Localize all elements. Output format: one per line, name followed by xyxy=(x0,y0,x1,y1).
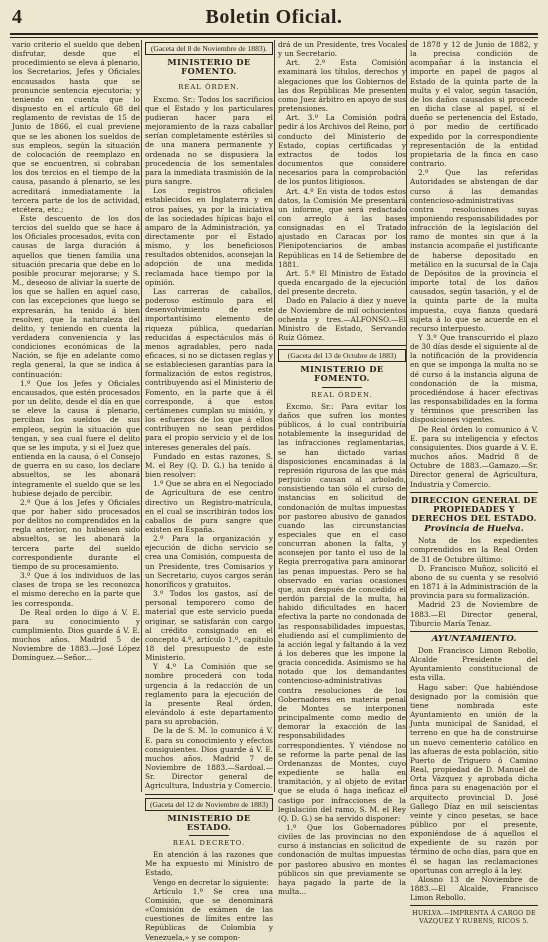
article-paragraph: 2.º Que á los Jefes y Oficiales que por haber sido procesados por delitos no comprendidos en la regla anterior, no hubiesen sido absueltos, se les abonará la tercera parte del sueldo correspondiente durante el tiempo de su procesamiento. xyxy=(12,497,140,571)
article-paragraph: 1.º Que se abra en el Negociado de Agricultura de ese centro directivo un Registro-matrícula, en el cual se inscribirán todos los caballos de pura sangre que existen en España. xyxy=(145,479,273,534)
section-rule xyxy=(410,631,538,632)
short-rule xyxy=(189,79,229,80)
article-paragraph: Vengo en decretar lo siguiente: xyxy=(153,877,269,887)
gazette-reference: (Gaceta del 13 de Octubre de 1883) xyxy=(278,349,406,362)
article-paragraph: Alosno 13 de Noviembre de 1883.—El Alcalde, Francisco Limon Rebollo. xyxy=(410,874,538,903)
printer-imprint: HUELVA.—IMPRENTA Á CARGO DE VÁZQUEZ Y RUBENS, RICOS 5. xyxy=(412,909,536,926)
column-1 xyxy=(12,40,140,798)
page-number: 4 xyxy=(12,6,22,28)
article-paragraph: Nota de los expedientes comprendidos en la Real Orden de 31 de Octubre último: xyxy=(410,536,538,564)
article-paragraph: Art. 4.º En vista de todos estos datos, la Comisión Me presentará un informe, que será redactado con arreglo á las bases consignadas en el Tratado ajustado en Caracas por los Plenipotenciarios de ambas Repúblicas en 14 de Setiembre de 1881. xyxy=(278,186,406,269)
header-rule-thin xyxy=(10,37,538,38)
header-rule xyxy=(10,33,538,35)
section-rule xyxy=(278,345,406,346)
section-rule xyxy=(410,492,538,493)
article-paragraph: Excmo. Sr.: Todos los sacrificios que el Estado y los particulares pudieran hacer para el mejoramiento de la raza caballar serían completamente estériles si de una manera permanente y ordenada no se dispusiera la procedencia de los sementales para la inmediata trasmisión de la pura sangre. xyxy=(145,94,273,187)
gazette-reference: (Gaceta del 12 de Noviembre de 1883) xyxy=(145,798,273,811)
section-heading: DIRECCION GENERAL DE PROPIEDADES Y DERECHOS DEL ESTADO. xyxy=(410,494,538,523)
column-4 xyxy=(410,40,539,926)
column-divider xyxy=(141,40,142,792)
article-paragraph: D. Francisco Muñoz, solicitó el abono de su cuenta y se resolvió en 1871 á la Administración de la provincia para su formalización. xyxy=(410,563,538,601)
column-divider xyxy=(406,40,407,792)
section-rule xyxy=(410,905,538,906)
article-paragraph: De Real órden lo comunico á V. E. para su inteligencia y efectos consiguientes. Dios guarde á V. E. muchos años. Madrid 8 de Octubre de 1883.—Gamazo.—Sr. Director general de Agricultura, Industria y Comercio. xyxy=(410,424,538,489)
article-paragraph: Madrid 23 de Noviembre de 1883.—El Director general, Tiburcio María Tenaz. xyxy=(410,600,538,628)
section-rule xyxy=(145,794,273,795)
article-paragraph: Y 4.º La Comisión que se nombre procederá con toda urgencia á la redacción de un reglamento para la ejecución de la presente Real órden, elevándolo á este departamento para su aprobación. xyxy=(145,662,273,727)
article-paragraph: 3.º Que á los individuos de las clases de tropa se les reconozca el mismo derecho en la parte que les corresponda. xyxy=(12,571,140,608)
page-title: Boletin Oficial. xyxy=(205,6,343,28)
article-paragraph: Hago saber: Que habiéndose designado por la comisión que tiene nombrada este Ayuntamiento en unión de la Junta municipal de Sanidad, el terreno en que ha de construirse un nuevo cementerio católico en las afueras de esta población, sitio Puerto de Triguero ó Camino Real, propiedad de D. Manuel de Orta Vázquez y aprobada dicha finca para su enagenación por el arquitecto provincial D. José Gallego Díaz en mil seiscientas veinte y cinco pesetas, se hace público por el presente, exponiéndose de á aquellos el expediente de su razón por término de ocho días, para que en él se hagan las reclamaciones oportunas con arreglo á la ley. xyxy=(410,682,539,875)
article-paragraph: Artículo 1.º Se crea una Comisión, que se denominará «Comisión de exámen de las cuestiones de límites entre las Repúblicas de Colombia y Venezuela,» y se compon- xyxy=(145,886,273,942)
ayuntamiento-heading: AYUNTAMIENTO. xyxy=(431,633,517,644)
ministry-heading: MINISTERIO DE FOMENTO. xyxy=(167,57,251,77)
article-paragraph: vario criterio el sueldo que deben disfrutar, desde que el procedimiento se eleva á plenario, los Secretarios, Jefes y Oficiales encausados hasta que se pronuncie sentencia ejecutoria; y teniendo en cuenta que lo dispuesto en el artículo 68 del reglamento de revistas de 15 de Junio de 1866, el cual previene que se les abonen los sueldos de sus empleos, según la situación de colocación de reemplazo en que se encuentren, si cobraban los dos tercios en el tiempo de la causa, pasando á plenario, se les acreditará inmediatamente la tercera parte de los de actividad, etcétera, etc.; xyxy=(12,40,140,214)
short-rule xyxy=(189,835,229,836)
masthead xyxy=(10,6,538,32)
article-paragraph: Los registros oficiales establecidos en Inglaterra y en otros países, ya por la iniciativa de las sociedades hípicas bajo el amparo de la Administración, ya directamente por el Estado mismo, y los beneficiosos resultados obtenidos, aconsejan la adopción de una medida reclamada hace tiempo por la opinión. xyxy=(145,186,273,287)
article-paragraph: 1.º Que los Jefes y Oficiales encausados, que estén procesados por un delito, desde el día en que se eleve la causa á plenario, perciban los sueldos de sus empleos, según la situación que tengan, y sea cual fuere el delito que se les imputa, y si el Juez que entienda en la causa, ó el Consejo de guerra en su caso, los declare absueltos, se les abonará íntegramente el sueldo que se les hubiese dejado de percibir. xyxy=(12,378,140,498)
short-rule xyxy=(322,387,362,388)
article-paragraph: De la de S. M. lo comunico á V. E. para su conocimiento y efectos consiguientes. Dios guarde á V. E. muchos años. Madrid 7 de Noviembre de 1883.—Sardoal.—Sr. Director general de Agricultura, Industria y Comercio. xyxy=(145,726,273,791)
article-paragraph: 1.º Que los Gobernadores civiles de las provincias no den curso á instancias en solicitud de condonación de multas impuestas por pastoreo abusivo en montes públicos sin que previamente se haya pagado la parte de la multa... xyxy=(278,822,406,897)
article-paragraph: Fundado en estas razones, S. M. el Rey (Q. D. G.) ha tenido á bien resolver: xyxy=(145,451,273,480)
decree-label: REAL DECRETO. xyxy=(172,838,246,847)
decree-label: REAL ÓRDEN. xyxy=(178,83,240,92)
article-paragraph: Don Francisco Limon Rebollo, Alcalde Presidente del Ayuntamiento constitucional de esta villa. xyxy=(410,646,538,683)
province-heading: Provincia de Huelva. xyxy=(424,524,524,535)
article-paragraph: 2.º Para la organización y ejecución de dicho servicio se crea una Comisión, compuesta de un Presidente, tres Comisarios y un Secretario, cuyos cargos serán honoríficos y gratuitos. xyxy=(145,534,273,589)
article-paragraph: Art. 2.º Esta Comisión examinará los títulos, derechos y alegaciones que los Gobiernos de las dos Repúblicas Me presenten como Juez árbitro en apoyo de sus pretensiones. xyxy=(278,58,406,114)
gazette-reference: (Gaceta del 8 de Noviembre de 1883). xyxy=(145,42,273,55)
decree-label: REAL ÓRDEN. xyxy=(311,390,373,399)
article-paragraph: drá de un Presidente, tres Vocales y un Secretario. xyxy=(278,40,406,59)
article-paragraph: de 1878 y 12 de Junio de 1882, y la precisa condición de acompañar á la instancia el importe en papel de pagos al Estado de la quinta parte de la multa y el valor, según tasación, de los daños causados si procede en dicha clase al papel, sí el dueño se pertenencia del Estado, ó por medio de certificado expedido por la correspondiente representación de la entidad propietaria de la finca en caso contrario. xyxy=(410,40,538,169)
article-paragraph: 3.º Todos los gastos, así de personal temporero como de material que este servicio pueda originar, se satisfarán con cargo al crédito consignado en el concepto 4.º, artículo 1.º, capítulo 18 del presupuesto de este Ministerio. xyxy=(145,589,273,663)
article-paragraph: De Real orden lo digo á V. E. para su conocimiento y cumplimiento. Dios guarde á V. E. muchos años. Madrid 5 de Noviembre de 1883.—José López Domínguez.—Señor... xyxy=(12,607,140,663)
article-paragraph: Las carreras de caballos, poderoso estímulo para el desenvolvimiento de este importantísimo elemento de riqueza pública, quedarían reducidas á espectáculos más ó menos agradables, pero nada eficaces, si no se dictasen reglas y se estableciesen garantías para la formalización de estos registros, contribuyendo así el Ministerio de Fomento, en la parte que á él corresponde, á que estos certámenes cumplan su misión, y los esfuerzos de los que á ellos contribuyen no sean perdidos para el propio servicio y el de los intereses generales del país. xyxy=(145,286,273,452)
article-paragraph: Art. 5.º El Ministro de Estado queda encargado de la ejecución del presente decreto. xyxy=(278,268,406,297)
article-paragraph: 2.º Que las referidas Autoridades se abstengan de dar curso á las demandas contencioso-administrativas contra resoluciones suyas imponiendo responsabilidades por infracción de la legislación del ramo de montes sin que á la instancia acompañe el justificante de haberse depositado en metálico en la sucursal de la Caja de Depósitos de la provincia el importe total de los daños causados, según tasación, y el de la quinta parte de la multa impuesta, cuya fianza quedará sujeta á lo que se acuerde en el recurso interpuesto. xyxy=(410,168,538,333)
column-divider xyxy=(274,40,275,792)
ministry-heading: MINISTERIO DE ESTADO. xyxy=(167,812,251,832)
column-3 xyxy=(278,40,406,897)
ministry-heading: MINISTERIO DE FOMENTO. xyxy=(300,364,384,384)
article-paragraph: Dado en Palacio á diez y nueve de Noviembre de mil ochocientos ochenta y tres.—ALFONSO.—El Ministro de Estado, Servando Ruiz Gómez. xyxy=(278,296,406,342)
column-2 xyxy=(145,40,273,942)
article-paragraph: Y 3.º Que transcurrido el plazo de 30 días desde el siguiente al de la notificación de la providencia en que se imponga la multa no se dé curso á la instancia alguna de condonación de la misma, procediéndose á hacer efectivas las responsabilidades en la forma y términos que prescriben las disposiciones vigentes. xyxy=(410,333,538,425)
article-paragraph: Art. 3.º La Comisión podrá pedir á los Archivos del Reino, por conducto del Ministerio de Estado, copias certificadas y extractos de todos los documentos que considere necesarios para la comprobación de los puntos litigiosos. xyxy=(278,113,406,187)
article-paragraph: En atención á las razones que Me ha expuesto mi Ministro de Estado, xyxy=(145,850,273,878)
article-paragraph: Excmo. Sr.: Para evitar los daños que sufren los montes públicos, á lo cual contribuiría notablemente la inseguridad de las infracciones reglamentarias, se han dictado varias disposiciones encaminadas á la represión rigurosa de las que más perjuicio causan al arbolado, consistiendo tan sólo el curso de instancias en solicitud de condonación de multas impuestas por pastoreo abusivo de ganados cuando las circunstancias especiales que en el caso concurran abonen la falta, y aconsejen por tanto el uso de la Regia prerrogativa para aminorar las penas impuestas. Pero se ha observado en varias ocasiones que, aun después de concedido el perdón parcial de la multa, ha habido dificultades en hacer efectiva la parte no condonada de las responsabilidades impuestas, eludiendo así el cumplimiento de la acción legal y faltando á la vez á los deberes que les impone la gracia concedida. Asimismo se ha notado que los demandantes contencioso-administrativas contra resoluciones de los Gobernadores en materia penal de Montes se interponen principalmente como medio de demorar la exacción de las responsabilidades correspondientes. Y viéndose no se reforme la parte penal de las Ordenanzas de Montes, cuyo expediente se halla en tramitación, y al objeto de evitar que se eluda ó haga ineficaz el castigo por infracciones de la legislación del ramo, S. M. el Rey (Q. D. G.) se ha servido disponer: xyxy=(278,401,406,823)
article-paragraph: Este descuento de los dos tercios del sueldo que se hace á los Oficiales procesados, evita con causas de larga duración á aquellos que tienen familia una situación precaria que debe en lo posible procurar mejorarse; y S. M., deseoso de aliviar la suerte de los que se hallen en aquel caso, con las excepciones que luego se expresarán, ha tenido á bien resolver, que la naturaleza del delito, y teniendo en cuenta la verdadera conveniencia y las condiciones económicas de la Nación, se fije en adelante como regla general, la que se indica á continuación: xyxy=(12,213,140,379)
